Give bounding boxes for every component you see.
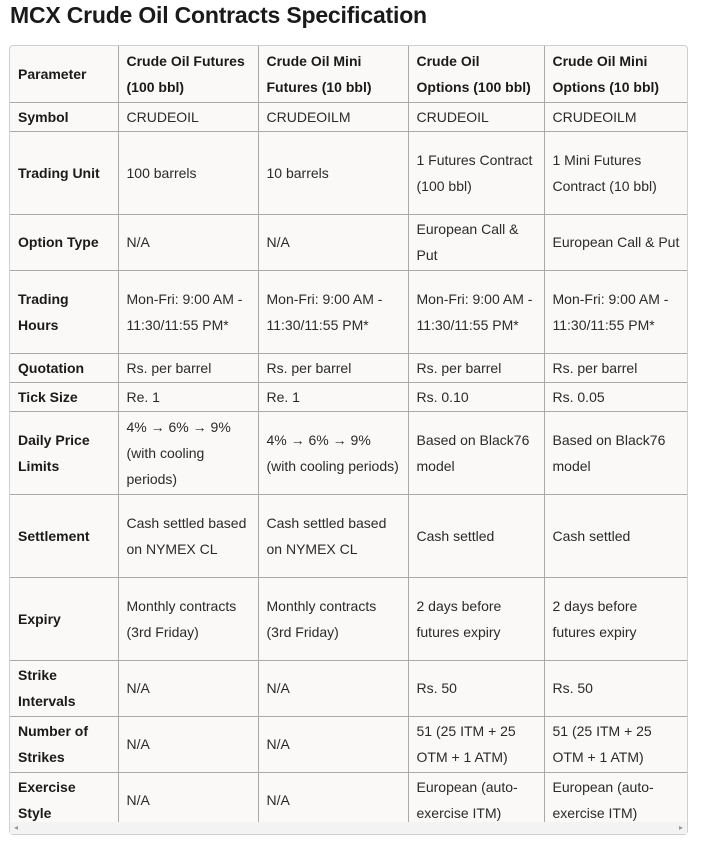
table-cell: Cash settled xyxy=(408,494,544,577)
table-row xyxy=(10,270,688,353)
table-cell: N/A xyxy=(118,772,258,828)
table-cell: N/A xyxy=(118,660,258,716)
table-cell: 10 barrels xyxy=(258,131,408,214)
table-row xyxy=(10,411,688,494)
table-row xyxy=(10,577,688,660)
table-cell: Rs. 0.10 xyxy=(408,382,544,411)
table-cell: CRUDEOIL xyxy=(118,102,258,131)
table-cell: Rs. per barrel xyxy=(258,353,408,382)
table-cell: CRUDEOIL xyxy=(408,102,544,131)
table-cell: Based on Black76 model xyxy=(544,411,688,494)
table-row xyxy=(10,353,688,382)
row-parameter: Trading Unit xyxy=(10,131,118,214)
row-parameter: Exercise Style xyxy=(10,772,118,828)
table-cell: N/A xyxy=(258,214,408,270)
table-cell: Monthly contracts (3rd Friday) xyxy=(258,577,408,660)
column-header: Crude Oil Mini Futures (10 bbl) xyxy=(258,46,408,102)
row-parameter: Daily Price Limits xyxy=(10,411,118,494)
spec-table xyxy=(10,46,688,829)
table-cell: Rs. per barrel xyxy=(118,353,258,382)
row-parameter: Number of Strikes xyxy=(10,716,118,772)
column-header: Crude Oil Mini Options (10 bbl) xyxy=(544,46,688,102)
table-cell: N/A xyxy=(258,716,408,772)
table-cell: CRUDEOILM xyxy=(258,102,408,131)
table-cell: Rs. 50 xyxy=(544,660,688,716)
table-cell: 51 (25 ITM + 25 OTM + 1 ATM) xyxy=(544,716,688,772)
column-header: Crude Oil Futures (100 bbl) xyxy=(118,46,258,102)
table-row xyxy=(10,131,688,214)
page-title: MCX Crude Oil Contracts Specification xyxy=(10,2,427,28)
row-parameter: Option Type xyxy=(10,214,118,270)
column-header: Parameter xyxy=(10,46,118,102)
table-row xyxy=(10,660,688,716)
table-cell: N/A xyxy=(118,214,258,270)
table-cell: European Call & Put xyxy=(544,214,688,270)
table-cell: European (auto-exercise ITM) xyxy=(408,772,544,828)
table-cell: Rs. per barrel xyxy=(408,353,544,382)
table-cell: 100 barrels xyxy=(118,131,258,214)
table-cell: 51 (25 ITM + 25 OTM + 1 ATM) xyxy=(408,716,544,772)
table-cell: CRUDEOILM xyxy=(544,102,688,131)
table-cell: 4% → 6% → 9% (with cooling periods) xyxy=(118,411,258,494)
table-cell: Mon-Fri: 9:00 AM - 11:30/11:55 PM* xyxy=(258,270,408,353)
table-cell: Cash settled xyxy=(544,494,688,577)
scroll-left-arrow-icon[interactable]: ◂ xyxy=(13,823,18,832)
table-cell: 4% → 6% → 9% (with cooling periods) xyxy=(258,411,408,494)
row-parameter: Tick Size xyxy=(10,382,118,411)
table-cell: N/A xyxy=(258,660,408,716)
column-header: Crude Oil Options (100 bbl) xyxy=(408,46,544,102)
table-cell: N/A xyxy=(118,716,258,772)
table-cell: Mon-Fri: 9:00 AM - 11:30/11:55 PM* xyxy=(544,270,688,353)
table-row xyxy=(10,772,688,828)
table-cell: Mon-Fri: 9:00 AM - 11:30/11:55 PM* xyxy=(408,270,544,353)
table-cell: Re. 1 xyxy=(258,382,408,411)
table-cell: Re. 1 xyxy=(118,382,258,411)
spec-table-container[interactable] xyxy=(9,45,688,835)
table-cell: 1 Futures Contract (100 bbl) xyxy=(408,131,544,214)
row-parameter: Strike Intervals xyxy=(10,660,118,716)
table-cell: 2 days before futures expiry xyxy=(544,577,688,660)
table-row xyxy=(10,494,688,577)
table-cell: European (auto-exercise ITM) xyxy=(544,772,688,828)
table-cell: Based on Black76 model xyxy=(408,411,544,494)
table-cell: 1 Mini Futures Contract (10 bbl) xyxy=(544,131,688,214)
horizontal-scrollbar[interactable] xyxy=(10,822,687,834)
row-parameter: Symbol xyxy=(10,102,118,131)
table-cell: Rs. per barrel xyxy=(544,353,688,382)
table-cell: Rs. 0.05 xyxy=(544,382,688,411)
table-cell: Cash settled based on NYMEX CL xyxy=(258,494,408,577)
row-parameter: Quotation xyxy=(10,353,118,382)
scroll-right-arrow-icon[interactable]: ▸ xyxy=(678,823,683,832)
table-header-row xyxy=(10,46,688,102)
table-cell: Cash settled based on NYMEX CL xyxy=(118,494,258,577)
table-row xyxy=(10,214,688,270)
table-cell: Mon-Fri: 9:00 AM - 11:30/11:55 PM* xyxy=(118,270,258,353)
table-cell: N/A xyxy=(258,772,408,828)
table-cell: Rs. 50 xyxy=(408,660,544,716)
row-parameter: Trading Hours xyxy=(10,270,118,353)
table-cell: Monthly contracts (3rd Friday) xyxy=(118,577,258,660)
table-row xyxy=(10,716,688,772)
table-row xyxy=(10,382,688,411)
row-parameter: Settlement xyxy=(10,494,118,577)
row-parameter: Expiry xyxy=(10,577,118,660)
table-row xyxy=(10,102,688,131)
table-cell: 2 days before futures expiry xyxy=(408,577,544,660)
table-cell: European Call & Put xyxy=(408,214,544,270)
